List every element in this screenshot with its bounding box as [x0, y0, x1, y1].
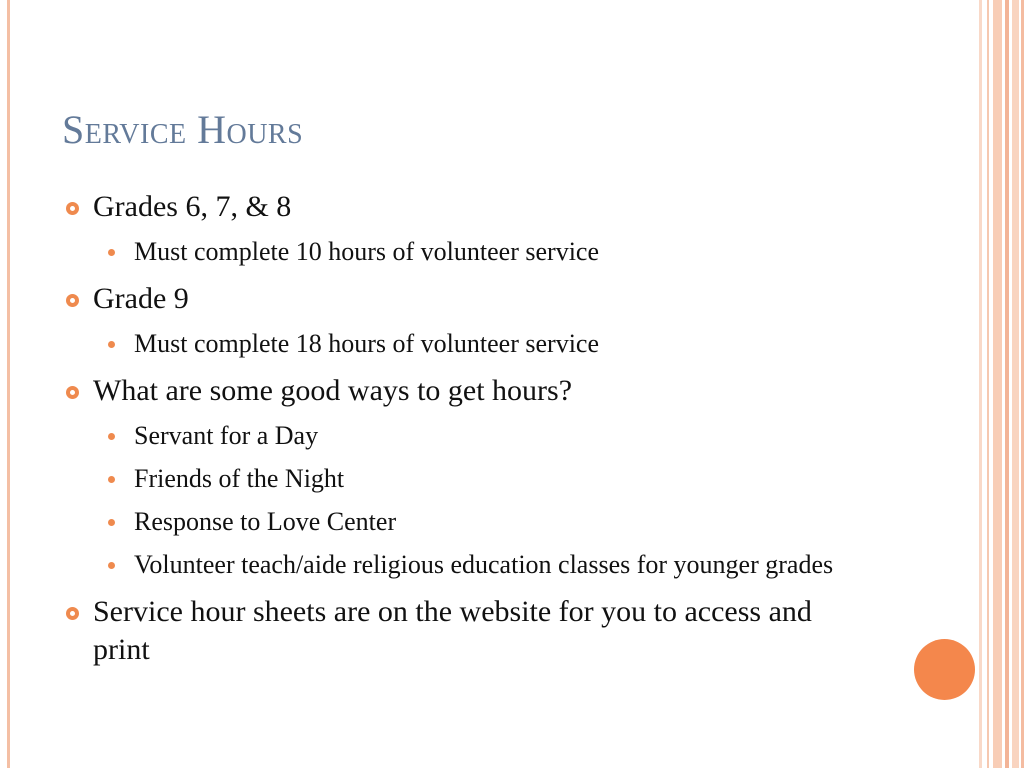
sub-bullet-text: Must complete 18 hours of volunteer service — [134, 329, 599, 358]
bullet-item — [62, 372, 872, 410]
sub-bullet-text: Friends of the Night — [134, 464, 345, 493]
stripe — [993, 0, 1002, 768]
ring-bullet-icon — [66, 202, 79, 215]
sub-bullet-item — [62, 234, 872, 270]
right-stripes-decoration — [979, 0, 1024, 768]
sub-bullet-item — [62, 326, 872, 362]
sub-bullet-text: Response to Love Center — [134, 507, 397, 536]
ring-bullet-icon — [66, 294, 79, 307]
sub-bullet-text: Volunteer teach/aide religious education classes for younger grades — [134, 550, 834, 579]
stripe — [1012, 0, 1019, 768]
bullet-text: Grade 9 — [93, 282, 189, 315]
dot-bullet-icon — [108, 341, 115, 348]
bullet-list — [62, 188, 872, 669]
stripe — [979, 0, 982, 768]
slide-title: Service Hours — [62, 107, 304, 152]
bullet-text: Grades 6, 7, & 8 — [93, 190, 292, 223]
sub-bullet-item — [62, 504, 872, 540]
bullet-text: Service hour sheets are on the website for you to access and print — [93, 595, 812, 666]
sub-bullet-text: Must complete 10 hours of volunteer service — [134, 237, 599, 266]
dot-bullet-icon — [108, 433, 115, 440]
decorative-circle — [914, 639, 975, 700]
bullet-item — [62, 188, 872, 226]
sub-bullet-item — [62, 418, 872, 454]
dot-bullet-icon — [108, 476, 115, 483]
bullet-item — [62, 280, 872, 318]
stripe — [1005, 0, 1009, 768]
sub-bullet-text: Servant for a Day — [134, 421, 319, 450]
bullet-item — [62, 593, 872, 669]
ring-bullet-icon — [66, 386, 79, 399]
sub-bullet-item — [62, 547, 872, 583]
dot-bullet-icon — [108, 249, 115, 256]
left-border-decoration — [7, 0, 10, 768]
dot-bullet-icon — [108, 519, 115, 526]
dot-bullet-icon — [108, 562, 115, 569]
bullet-text: What are some good ways to get hours? — [93, 374, 573, 407]
ring-bullet-icon — [66, 607, 79, 620]
stripe — [987, 0, 989, 768]
sub-bullet-item — [62, 461, 872, 497]
